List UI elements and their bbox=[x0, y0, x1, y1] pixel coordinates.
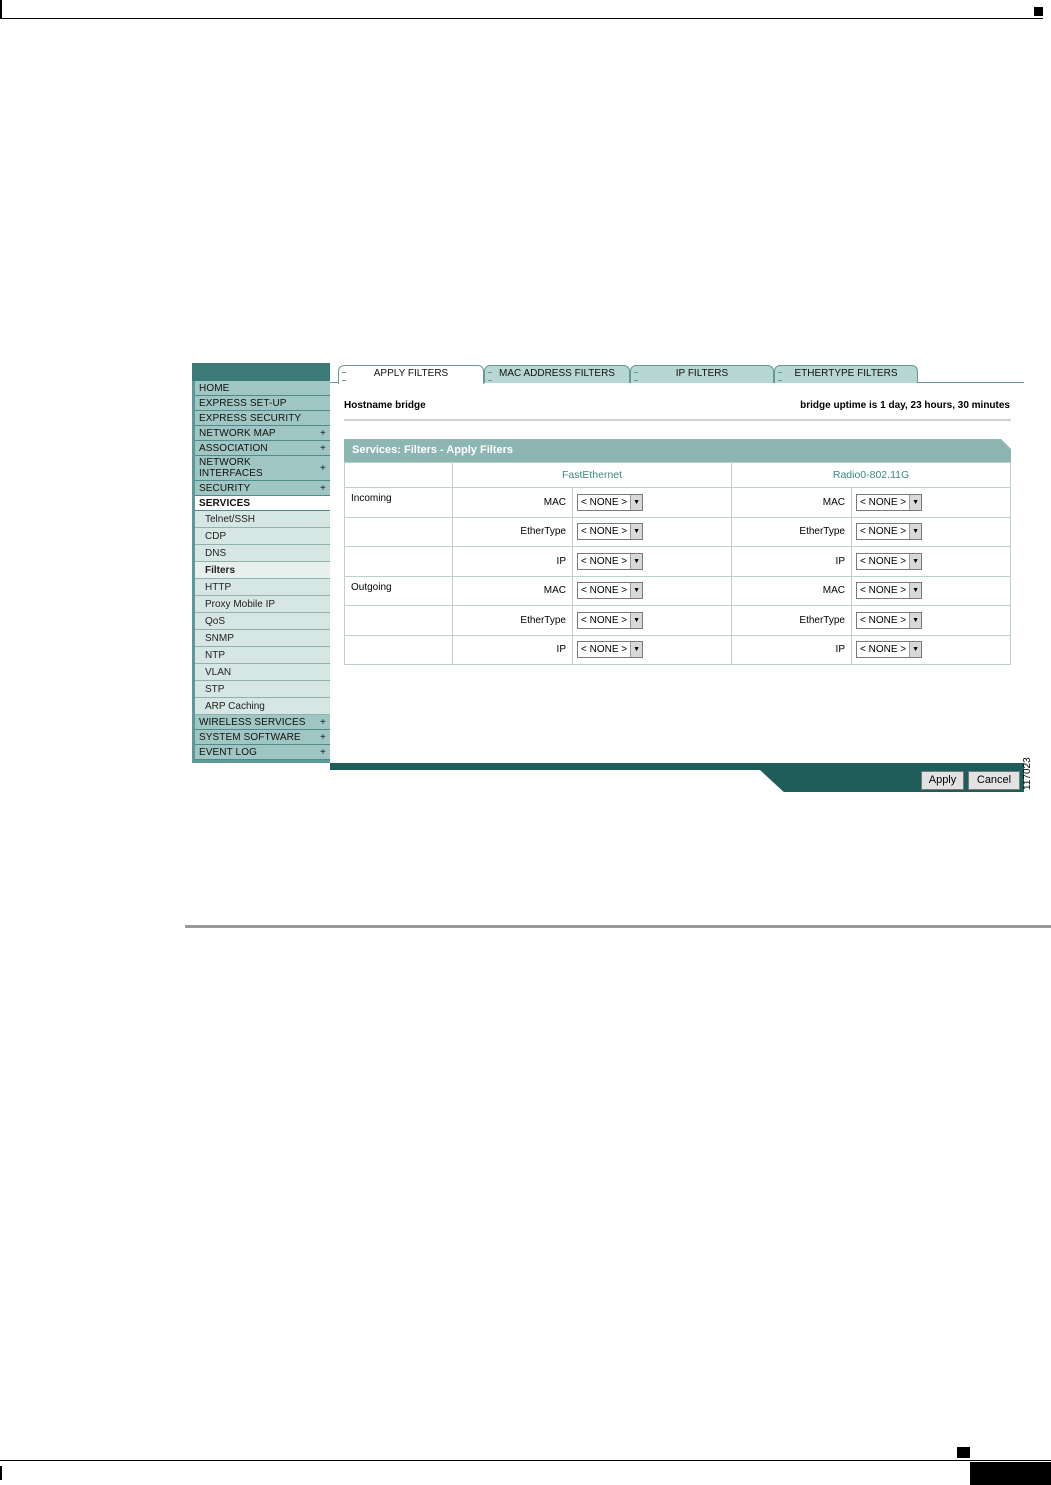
sidebar-subitem-label: STP bbox=[205, 683, 225, 695]
sidebar-subitem-label: CDP bbox=[205, 530, 227, 542]
select-value: < NONE > bbox=[860, 496, 907, 508]
sidebar-item-network-interfaces[interactable] bbox=[195, 456, 330, 481]
sidebar-subitem-label: ARP Caching bbox=[205, 700, 265, 712]
sidebar-item-label: HOME bbox=[199, 382, 230, 394]
sidebar-subitem-label: Telnet/SSH bbox=[205, 513, 256, 525]
page-number-tab bbox=[970, 1462, 1051, 1485]
table-row bbox=[345, 488, 1011, 518]
tab-ethertype-filters[interactable] bbox=[774, 365, 918, 383]
select-cell bbox=[573, 606, 732, 636]
filter-type-label: EtherType bbox=[732, 517, 852, 547]
filter-type-label: MAC bbox=[732, 488, 852, 518]
select-cell bbox=[852, 606, 1011, 636]
expand-icon[interactable]: + bbox=[320, 482, 326, 494]
select-value: < NONE > bbox=[581, 644, 628, 656]
page-header-rule bbox=[0, 18, 1043, 19]
filters-screenshot bbox=[192, 363, 1024, 793]
filter-type-label: MAC bbox=[453, 576, 573, 606]
sidebar-item-system-software[interactable] bbox=[195, 730, 330, 745]
apply-button[interactable]: Apply bbox=[921, 771, 964, 790]
select-value: < NONE > bbox=[581, 555, 628, 567]
sidebar-item-label: NETWORK MAP bbox=[199, 427, 276, 439]
outgoing-ethertype-fastethernet-select[interactable] bbox=[577, 612, 643, 629]
row-group-label bbox=[345, 635, 453, 665]
tab-label: IP FILTERS bbox=[675, 368, 729, 379]
dropdown-arrow-icon[interactable]: ▼ bbox=[630, 554, 642, 569]
filter-type-label: MAC bbox=[732, 576, 852, 606]
sidebar-item-services[interactable] bbox=[195, 496, 330, 511]
sidebar-item-express-setup[interactable] bbox=[195, 396, 330, 411]
column-header-fastethernet: FastEthernet bbox=[453, 463, 732, 488]
select-cell bbox=[573, 488, 732, 518]
footer-bar bbox=[330, 763, 1024, 770]
select-value: < NONE > bbox=[860, 644, 907, 656]
select-cell bbox=[573, 576, 732, 606]
outgoing-mac-radio-select[interactable] bbox=[856, 582, 922, 599]
outgoing-ip-fastethernet-select[interactable] bbox=[577, 641, 643, 658]
incoming-mac-radio-select[interactable] bbox=[856, 494, 922, 511]
tab-mac-address-filters[interactable] bbox=[484, 365, 630, 383]
filter-type-label: EtherType bbox=[453, 517, 573, 547]
select-cell bbox=[573, 635, 732, 665]
figure-number: 117023 bbox=[1022, 757, 1033, 790]
expand-icon[interactable]: + bbox=[320, 746, 326, 758]
select-cell bbox=[852, 488, 1011, 518]
sidebar-item-wireless-services[interactable] bbox=[195, 715, 330, 730]
filter-type-label: IP bbox=[732, 547, 852, 577]
sidebar-menu bbox=[195, 381, 330, 760]
dropdown-arrow-icon[interactable]: ▼ bbox=[909, 495, 921, 510]
dropdown-arrow-icon[interactable]: ▼ bbox=[909, 524, 921, 539]
select-cell bbox=[852, 517, 1011, 547]
dropdown-arrow-icon[interactable]: ▼ bbox=[909, 583, 921, 598]
tab-label: APPLY FILTERS bbox=[373, 368, 449, 379]
dropdown-arrow-icon[interactable]: ▼ bbox=[909, 642, 921, 657]
hostname-label: Hostname bridge bbox=[344, 400, 426, 411]
tab-grip-icon bbox=[634, 372, 638, 381]
sidebar-subitem-label: QoS bbox=[205, 615, 226, 627]
expand-icon[interactable]: + bbox=[320, 442, 326, 454]
filter-type-label: EtherType bbox=[732, 606, 852, 636]
tab-ip-filters[interactable] bbox=[630, 365, 774, 383]
panel-title-text: Services: Filters - Apply Filters bbox=[352, 444, 513, 456]
sidebar-item-label: SECURITY bbox=[199, 482, 251, 494]
incoming-ip-fastethernet-select[interactable] bbox=[577, 553, 643, 570]
outgoing-mac-fastethernet-select[interactable] bbox=[577, 582, 643, 599]
row-group-label bbox=[345, 547, 453, 577]
select-value: < NONE > bbox=[860, 555, 907, 567]
select-cell bbox=[852, 547, 1011, 577]
sidebar-item-security[interactable] bbox=[195, 481, 330, 496]
incoming-ip-radio-select[interactable] bbox=[856, 553, 922, 570]
dropdown-arrow-icon[interactable]: ▼ bbox=[630, 524, 642, 539]
sidebar-item-label: EVENT LOG bbox=[199, 746, 257, 758]
row-group-label: Outgoing bbox=[345, 576, 453, 606]
page-corner-mark bbox=[0, 0, 2, 18]
tab-label: MAC ADDRESS FILTERS bbox=[499, 368, 615, 379]
sidebar-subitem-arp-caching[interactable] bbox=[195, 698, 330, 715]
row-group-label: Incoming bbox=[345, 488, 453, 518]
sidebar-subitem-ntp[interactable] bbox=[195, 647, 330, 664]
cancel-button[interactable]: Cancel bbox=[968, 771, 1020, 790]
dropdown-arrow-icon[interactable]: ▼ bbox=[909, 613, 921, 628]
panel-corner bbox=[1001, 439, 1011, 449]
sidebar-subitem-qos[interactable] bbox=[195, 613, 330, 630]
select-value: < NONE > bbox=[860, 614, 907, 626]
row-group-label bbox=[345, 606, 453, 636]
sidebar-subitem-vlan[interactable] bbox=[195, 664, 330, 681]
panel-title bbox=[344, 439, 1011, 462]
select-cell bbox=[573, 547, 732, 577]
sidebar-item-home[interactable] bbox=[195, 381, 330, 396]
sidebar bbox=[192, 363, 330, 763]
expand-icon[interactable]: + bbox=[320, 427, 326, 439]
page-corner-mark bbox=[0, 1466, 2, 1480]
sidebar-subitem-snmp[interactable] bbox=[195, 630, 330, 647]
outgoing-ethertype-radio-select[interactable] bbox=[856, 612, 922, 629]
select-value: < NONE > bbox=[581, 496, 628, 508]
sidebar-subitem-cdp[interactable] bbox=[195, 528, 330, 545]
expand-icon[interactable]: + bbox=[320, 462, 326, 474]
page-footer-rule bbox=[0, 1460, 1051, 1461]
sidebar-item-label: EXPRESS SECURITY bbox=[199, 412, 302, 424]
incoming-ethertype-fastethernet-select[interactable] bbox=[577, 523, 643, 540]
incoming-mac-fastethernet-select[interactable] bbox=[577, 494, 643, 511]
sidebar-item-association[interactable] bbox=[195, 441, 330, 456]
select-value: < NONE > bbox=[860, 585, 907, 597]
sidebar-subitem-label: NTP bbox=[205, 649, 225, 661]
table-row bbox=[345, 517, 1011, 547]
page-footer-marker bbox=[957, 1447, 970, 1458]
sidebar-subitem-label: HTTP bbox=[205, 581, 232, 593]
sidebar-subitem-proxy-mobile-ip[interactable] bbox=[195, 596, 330, 613]
filter-type-label: IP bbox=[732, 635, 852, 665]
tab-label: ETHERTYPE FILTERS bbox=[794, 368, 898, 379]
filter-type-label: MAC bbox=[453, 488, 573, 518]
tab-grip-icon bbox=[488, 372, 492, 381]
expand-icon[interactable]: + bbox=[320, 716, 326, 728]
dropdown-arrow-icon[interactable]: ▼ bbox=[909, 554, 921, 569]
sidebar-item-label: WIRELESS SERVICES bbox=[199, 716, 306, 728]
sidebar-item-network-map[interactable] bbox=[195, 426, 330, 441]
select-cell bbox=[852, 635, 1011, 665]
sidebar-subitem-label: Proxy Mobile IP bbox=[205, 598, 276, 610]
table-header-empty bbox=[345, 463, 453, 488]
table-row bbox=[345, 635, 1011, 665]
filter-type-label: IP bbox=[453, 547, 573, 577]
filters-table bbox=[344, 462, 1011, 665]
incoming-ethertype-radio-select[interactable] bbox=[856, 523, 922, 540]
table-row bbox=[345, 576, 1011, 606]
tab-grip-icon bbox=[778, 372, 782, 381]
select-value: < NONE > bbox=[581, 526, 628, 538]
sidebar-item-label: NETWORK INTERFACES bbox=[199, 457, 263, 479]
sidebar-item-label: SERVICES bbox=[199, 497, 251, 509]
dropdown-arrow-icon[interactable]: ▼ bbox=[630, 642, 642, 657]
sidebar-subitem-telnet-ssh[interactable] bbox=[195, 511, 330, 528]
dropdown-arrow-icon[interactable]: ▼ bbox=[630, 613, 642, 628]
uptime-label: bridge uptime is 1 day, 23 hours, 30 minutes bbox=[800, 400, 1010, 411]
sidebar-header bbox=[192, 363, 330, 381]
select-value: < NONE > bbox=[581, 585, 628, 597]
dropdown-arrow-icon[interactable]: ▼ bbox=[630, 583, 642, 598]
expand-icon[interactable]: + bbox=[320, 731, 326, 743]
outgoing-ip-radio-select[interactable] bbox=[856, 641, 922, 658]
row-group-label bbox=[345, 517, 453, 547]
sidebar-item-express-security[interactable] bbox=[195, 411, 330, 426]
filter-type-label: IP bbox=[453, 635, 573, 665]
sidebar-subitem-dns[interactable] bbox=[195, 545, 330, 562]
table-row bbox=[345, 606, 1011, 636]
column-header-radio: Radio0-802.11G bbox=[732, 463, 1011, 488]
table-row bbox=[345, 547, 1011, 577]
sidebar-subitem-stp[interactable] bbox=[195, 681, 330, 698]
tab-apply-filters[interactable] bbox=[338, 365, 484, 384]
select-cell bbox=[852, 576, 1011, 606]
sidebar-subitem-label: DNS bbox=[205, 547, 227, 559]
page-header-marker bbox=[1034, 7, 1043, 16]
sidebar-item-label: ASSOCIATION bbox=[199, 442, 268, 454]
header-divider bbox=[344, 419, 1011, 421]
section-divider bbox=[185, 925, 1051, 928]
tab-grip-icon bbox=[342, 372, 346, 381]
sidebar-item-label: EXPRESS SET-UP bbox=[199, 397, 287, 409]
table-header-row bbox=[345, 463, 1011, 488]
select-value: < NONE > bbox=[581, 614, 628, 626]
filter-type-label: EtherType bbox=[453, 606, 573, 636]
sidebar-subitem-http[interactable] bbox=[195, 579, 330, 596]
sidebar-subitem-filters[interactable] bbox=[195, 562, 330, 579]
select-cell bbox=[573, 517, 732, 547]
sidebar-subitem-label: Filters bbox=[205, 564, 236, 576]
dropdown-arrow-icon[interactable]: ▼ bbox=[630, 495, 642, 510]
sidebar-item-label: SYSTEM SOFTWARE bbox=[199, 731, 301, 743]
select-value: < NONE > bbox=[860, 526, 907, 538]
sidebar-subitem-label: VLAN bbox=[205, 666, 232, 678]
sidebar-subitem-label: SNMP bbox=[205, 632, 234, 644]
sidebar-item-event-log[interactable] bbox=[195, 745, 330, 760]
